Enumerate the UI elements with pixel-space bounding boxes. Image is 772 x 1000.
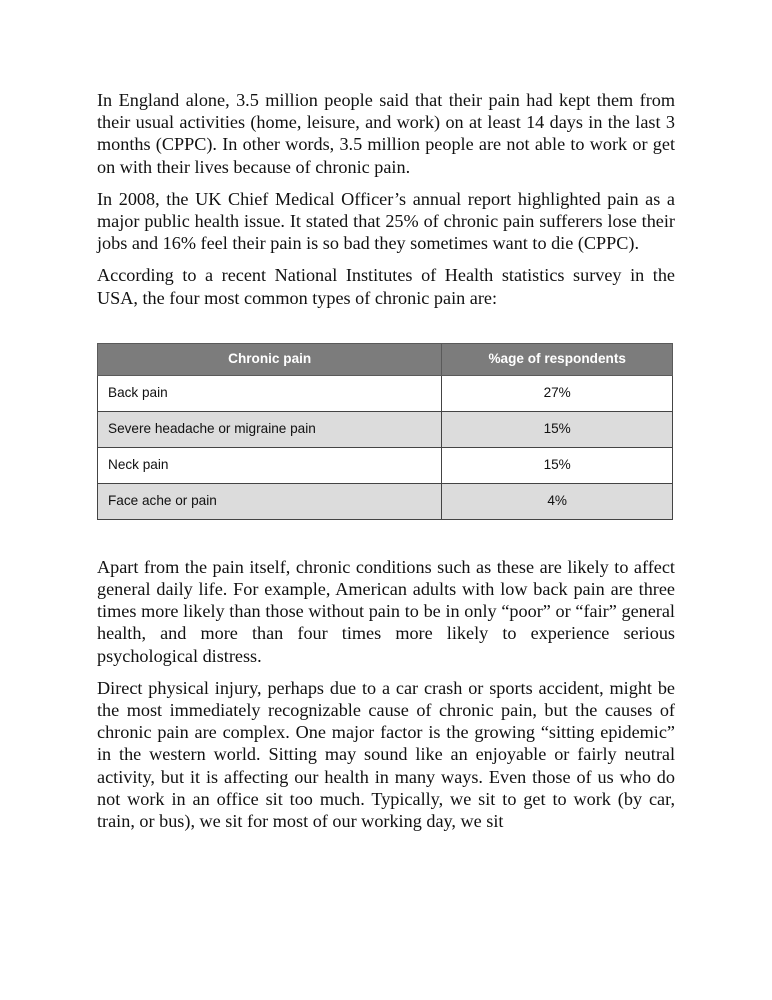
pain-type-cell: Neck pain (98, 447, 442, 483)
paragraph-cmo-report: In 2008, the UK Chief Medical Officer’s annual report highlighted pain as a major public health issue. It stated that 25% of chronic pain sufferers lose their jobs and 16% feel their pain is so bad they sometimes want to die (CPPC). (97, 188, 675, 254)
paragraph-causes-sitting-epidemic: Direct physical injury, perhaps due to a car crash or sports accident, might be the most immediately recognizable cause of chronic pain, but the causes of chronic pain are complex. One major factor is the growing “sitting epidemic” in the western world. Sitting may sound like an enjoyable or fairly neutral activity, but it is affecting our health in many ways. Even those of us who do not work in an office sit too much. Typically, we sit to get to work (by car, train, or bus), we sit for most of our working day, we sit (97, 677, 675, 832)
column-header-percent-respondents: %age of respondents (442, 343, 673, 375)
chronic-pain-table-container (97, 343, 675, 520)
column-header-chronic-pain: Chronic pain (98, 343, 442, 375)
table-header-row (98, 343, 673, 375)
percent-cell: 27% (442, 375, 673, 411)
document-page (97, 89, 675, 842)
table-row (98, 483, 673, 519)
pain-type-cell: Face ache or pain (98, 483, 442, 519)
paragraph-england-statistics: In England alone, 3.5 million people said that their pain had kept them from their usual activities (home, leisure, and work) on at least 14 days in the last 3 months (CPPC). In other words, 3.5 million people are not able to work or get on with their lives because of chronic pain. (97, 90, 675, 177)
table-row (98, 375, 673, 411)
paragraph-daily-life-impact: Apart from the pain itself, chronic conditions such as these are likely to affect general daily life. For example, American adults with low back pain are three times more likely than those without pain to be in only “poor” or “fair” general health, and more than four times more likely to experience serious psychological distress. (97, 556, 675, 666)
pain-type-cell: Back pain (98, 375, 442, 411)
pain-type-cell: Severe headache or migraine pain (98, 411, 442, 447)
table-row (98, 411, 673, 447)
percent-cell: 15% (442, 447, 673, 483)
percent-cell: 4% (442, 483, 673, 519)
chronic-pain-table (97, 343, 673, 520)
percent-cell: 15% (442, 411, 673, 447)
table-row (98, 447, 673, 483)
paragraph-nih-survey-intro: According to a recent National Institutes of Health statistics survey in the USA, the four most common types of chronic pain are: (97, 265, 675, 308)
